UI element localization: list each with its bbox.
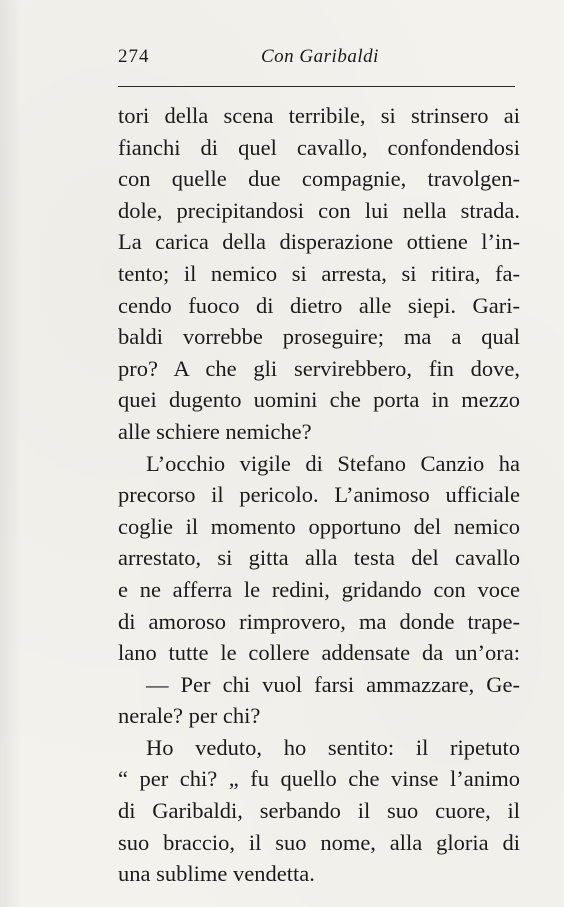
gutter-shadow: [0, 0, 22, 907]
text-line: e ne afferra le redini, gridando con voce: [118, 576, 520, 602]
text-line: lano tutte le collere addensate da un’ora:: [118, 640, 520, 666]
running-title: Con Garibaldi: [261, 46, 379, 67]
text-line: di Garibaldi, serbando il suo cuore, il: [118, 798, 520, 824]
text-line: “ per chi? „ fu quello che vinse l’animo: [118, 766, 520, 792]
body-text: [118, 100, 520, 890]
text-line: tento; il nemico si arresta, si ritira, fa-: [118, 260, 520, 286]
running-head: [118, 46, 518, 76]
text-line: tori della scena terribile, si strinsero ai: [118, 103, 520, 128]
paragraph-end-line: nerale? per chi?: [118, 703, 261, 729]
text-line: con quelle due compagnie, travolgen-: [118, 166, 520, 192]
text-line: dole, precipitandosi con lui nella strada.: [118, 197, 520, 223]
text-line: fianchi di quel cavallo, confondendosi: [118, 134, 520, 160]
paragraph-end-line: una sublime vendetta.: [118, 861, 315, 887]
dialogue-line: — Per chi vuol farsi ammazzare, Ge-: [146, 671, 520, 697]
text-line: precorso il pericolo. L’animoso ufficiale: [118, 482, 520, 508]
paragraph-start-line: L’occhio vigile di Stefano Canzio ha: [146, 450, 520, 476]
text-line: suo braccio, il suo nome, alla gloria di: [118, 829, 520, 855]
text-line: di amoroso rimprovero, ma donde trape-: [118, 608, 520, 634]
paragraph-end-line: alle schiere nemiche?: [118, 418, 312, 444]
text-line: cendo fuoco di dietro alle siepi. Gari-: [118, 292, 520, 318]
text-line: arrestato, si gitta alla testa del cavallo: [118, 545, 520, 571]
text-line: pro? A che gli servirebbero, fin dove,: [118, 355, 520, 381]
text-line: coglie il momento opportuno del nemico: [118, 513, 520, 539]
page-number: 274: [118, 46, 150, 67]
text-line: quei dugento uomini che porta in mezzo: [118, 387, 520, 413]
paragraph-start-line: Ho veduto, ho sentito: il ripetuto: [146, 734, 520, 760]
header-rule: [118, 86, 515, 87]
text-line: La carica della disperazione ottiene l’in-: [118, 229, 520, 255]
text-line: baldi vorrebbe proseguire; ma a qual: [118, 324, 520, 350]
